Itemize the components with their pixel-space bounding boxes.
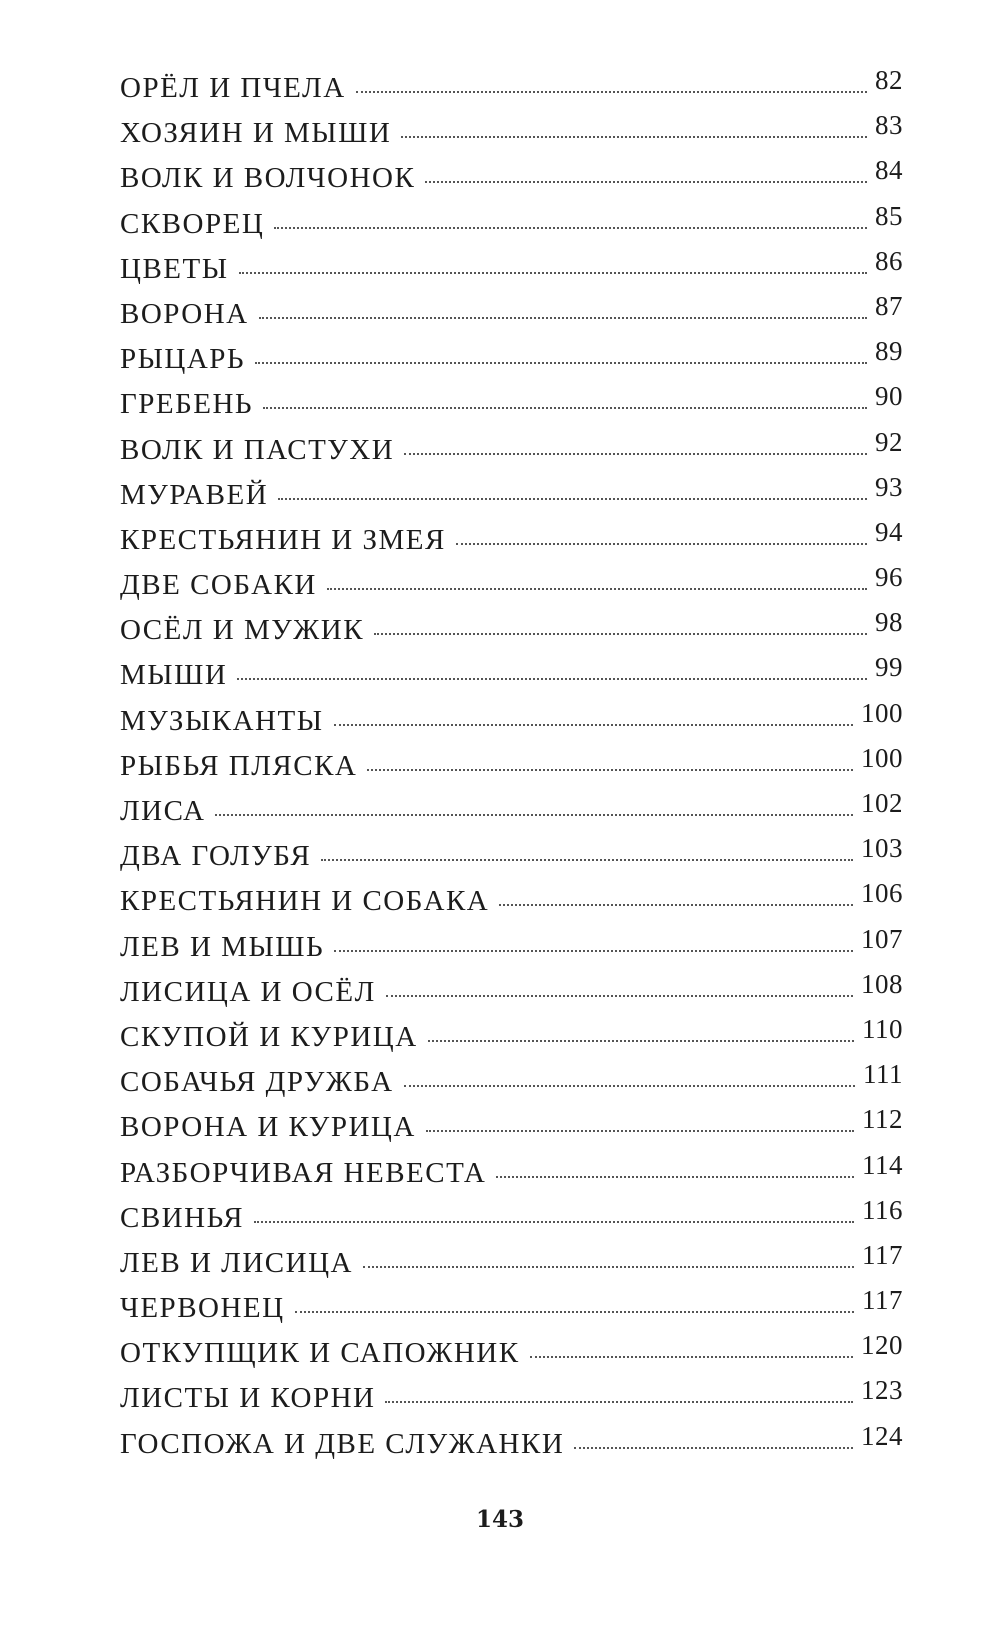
dot-leader (456, 543, 867, 545)
toc-entry-page: 106 (861, 878, 903, 909)
toc-entry-title: ХОЗЯИН И МЫШИ (120, 117, 392, 150)
toc-entry-page: 83 (875, 110, 903, 141)
toc-entry-page: 94 (875, 516, 903, 547)
toc-entry (120, 697, 903, 750)
toc-entry-title: ДВА ГОЛУБЯ (120, 840, 312, 873)
toc-entry-page: 110 (862, 1013, 903, 1044)
dot-leader (239, 272, 867, 274)
toc-entry (120, 290, 903, 343)
dot-leader (215, 814, 853, 816)
toc-entry-title: ЛЕВ И ЛИСИЦА (120, 1246, 353, 1279)
toc-entry-page: 86 (875, 245, 903, 276)
dot-leader (574, 1447, 853, 1449)
toc-entry (120, 652, 903, 704)
dot-leader (295, 1311, 854, 1313)
toc-entry (120, 245, 903, 298)
dot-leader (263, 407, 867, 409)
dot-leader (255, 362, 867, 364)
dot-leader (386, 995, 853, 997)
dot-leader (428, 1040, 854, 1042)
toc-entry (120, 471, 903, 524)
dot-leader (356, 91, 867, 93)
toc-entry (120, 1194, 903, 1247)
toc-entry (120, 1285, 903, 1337)
toc-entry-title: ЛИСТЫ И КОРНИ (120, 1382, 376, 1415)
page-number: 143 (475, 1506, 524, 1533)
toc-entry (120, 742, 903, 795)
toc-entry-page: 117 (862, 1239, 903, 1270)
dot-leader (237, 678, 867, 680)
toc-entry-page: 124 (861, 1420, 903, 1451)
toc-entry-title: СКУПОЙ И КУРИЦА (120, 1020, 418, 1053)
dot-leader (426, 1130, 854, 1132)
dot-leader (259, 317, 867, 319)
toc-entry-page: 116 (862, 1194, 903, 1225)
toc-entry-title: МУЗЫКАНТЫ (120, 704, 324, 737)
toc-entry (120, 788, 903, 840)
toc-entry (120, 1375, 903, 1427)
toc-entry (120, 1104, 903, 1156)
toc-entry-title: РЫЦАРЬ (120, 343, 246, 376)
dot-leader (425, 181, 867, 183)
toc-entry (120, 1013, 903, 1066)
toc-entry-page: 100 (861, 697, 903, 728)
toc-entry-page: 99 (875, 652, 903, 683)
toc-entry-title: ГОСПОЖА И ДВЕ СЛУЖАНКИ (120, 1427, 565, 1460)
dot-leader (404, 453, 867, 455)
dot-leader (278, 498, 867, 500)
toc-entry-title: ВОЛК И ПАСТУХИ (120, 433, 395, 466)
toc-entry (120, 1420, 903, 1473)
dot-leader (334, 950, 853, 952)
dot-leader (404, 1085, 855, 1087)
dot-leader (363, 1266, 854, 1268)
toc-entry-page: 100 (861, 742, 903, 773)
toc-entry-page: 120 (861, 1330, 903, 1361)
toc-entry-title: ГРЕБЕНЬ (120, 388, 254, 421)
toc-entry (120, 155, 903, 207)
toc-entry (120, 1059, 903, 1111)
toc-entry-page: 87 (875, 290, 903, 321)
toc-entry-title: ВОРОНА И КУРИЦА (120, 1111, 416, 1144)
toc-entry-title: ЛИСА (120, 795, 206, 827)
dot-leader (401, 136, 867, 138)
toc-entry-title: СВИНЬЯ (120, 1201, 245, 1234)
toc-entry-title: РЫБЬЯ ПЛЯСКА (120, 749, 358, 782)
toc-entry (120, 381, 903, 433)
toc-entry-title: СКВОРЕЦ (120, 207, 265, 240)
toc-entry-page: 123 (861, 1375, 903, 1406)
toc-entry (120, 923, 903, 976)
toc-entry-page: 98 (875, 607, 903, 638)
toc-entry-page: 114 (862, 1149, 903, 1180)
toc-entry-title: РАЗБОРЧИВАЯ НЕВЕСТА (120, 1156, 487, 1189)
dot-leader (274, 227, 867, 229)
toc-entry-page: 85 (875, 200, 903, 231)
dot-leader (327, 588, 867, 590)
toc-entry-title: ВОЛК И ВОЛЧОНОК (120, 162, 416, 195)
toc-entry-title: СОБАЧЬЯ ДРУЖБА (120, 1066, 394, 1099)
toc-entry-page: 103 (861, 833, 903, 864)
toc-entry-page: 93 (875, 471, 903, 502)
dot-leader (321, 859, 853, 861)
toc-entry-page: 117 (862, 1285, 903, 1316)
dot-leader (334, 724, 854, 726)
toc-entry-title: ВОРОНА (120, 297, 249, 330)
toc-entry (120, 878, 903, 930)
dot-leader (496, 1176, 854, 1178)
toc-entry (120, 1330, 903, 1382)
toc-entry (120, 562, 903, 614)
toc-entry-title: ОТКУПЩИК И САПОЖНИК (120, 1337, 520, 1370)
toc-entry (120, 833, 903, 885)
toc-entry (120, 1239, 903, 1292)
toc-entry-title: ОСЁЛ И МУЖИК (120, 614, 365, 647)
toc-entry-title: МЫШИ (120, 659, 228, 692)
toc-entry-page: 111 (863, 1059, 903, 1090)
toc-entry-page: 92 (875, 426, 903, 457)
dot-leader (385, 1401, 853, 1403)
toc-entry-page: 96 (875, 562, 903, 593)
toc-entry-title: КРЕСТЬЯНИН И СОБАКА (120, 885, 490, 918)
toc-entry (120, 1149, 903, 1202)
toc-entry (120, 516, 903, 569)
toc-entry-page: 84 (875, 155, 903, 186)
toc-entry-title: ЦВЕТЫ (120, 252, 229, 285)
dot-leader (254, 1221, 854, 1223)
toc-entry-page: 108 (861, 968, 903, 999)
toc-entry (120, 968, 903, 1021)
toc-entry (120, 110, 903, 162)
toc-entry-page: 102 (861, 788, 903, 818)
toc-entry-title: ЛИСИЦА И ОСЁЛ (120, 975, 376, 1008)
toc-entry (120, 426, 903, 479)
toc-entry-page: 112 (862, 1104, 903, 1135)
dot-leader (499, 904, 853, 906)
toc-entry-title: ЛЕВ И МЫШЬ (120, 930, 325, 963)
table-of-contents (120, 65, 903, 1473)
toc-entry (120, 200, 903, 253)
toc-entry-title: ОРЁЛ И ПЧЕЛА (120, 72, 346, 104)
toc-entry (120, 607, 903, 659)
toc-entry-title: КРЕСТЬЯНИН И ЗМЕЯ (120, 523, 446, 556)
dot-leader (374, 633, 867, 635)
toc-entry-page: 89 (875, 336, 903, 367)
toc-entry (120, 336, 903, 388)
toc-entry-page: 107 (861, 923, 903, 954)
toc-entry (120, 65, 903, 117)
toc-entry-page: 90 (875, 381, 903, 412)
toc-entry-title: МУРАВЕЙ (120, 478, 269, 511)
toc-entry-title: ЧЕРВОНЕЦ (120, 1292, 285, 1325)
toc-entry-page: 82 (875, 65, 903, 95)
dot-leader (530, 1356, 853, 1358)
toc-entry-title: ДВЕ СОБАКИ (120, 569, 317, 602)
dot-leader (367, 769, 853, 771)
